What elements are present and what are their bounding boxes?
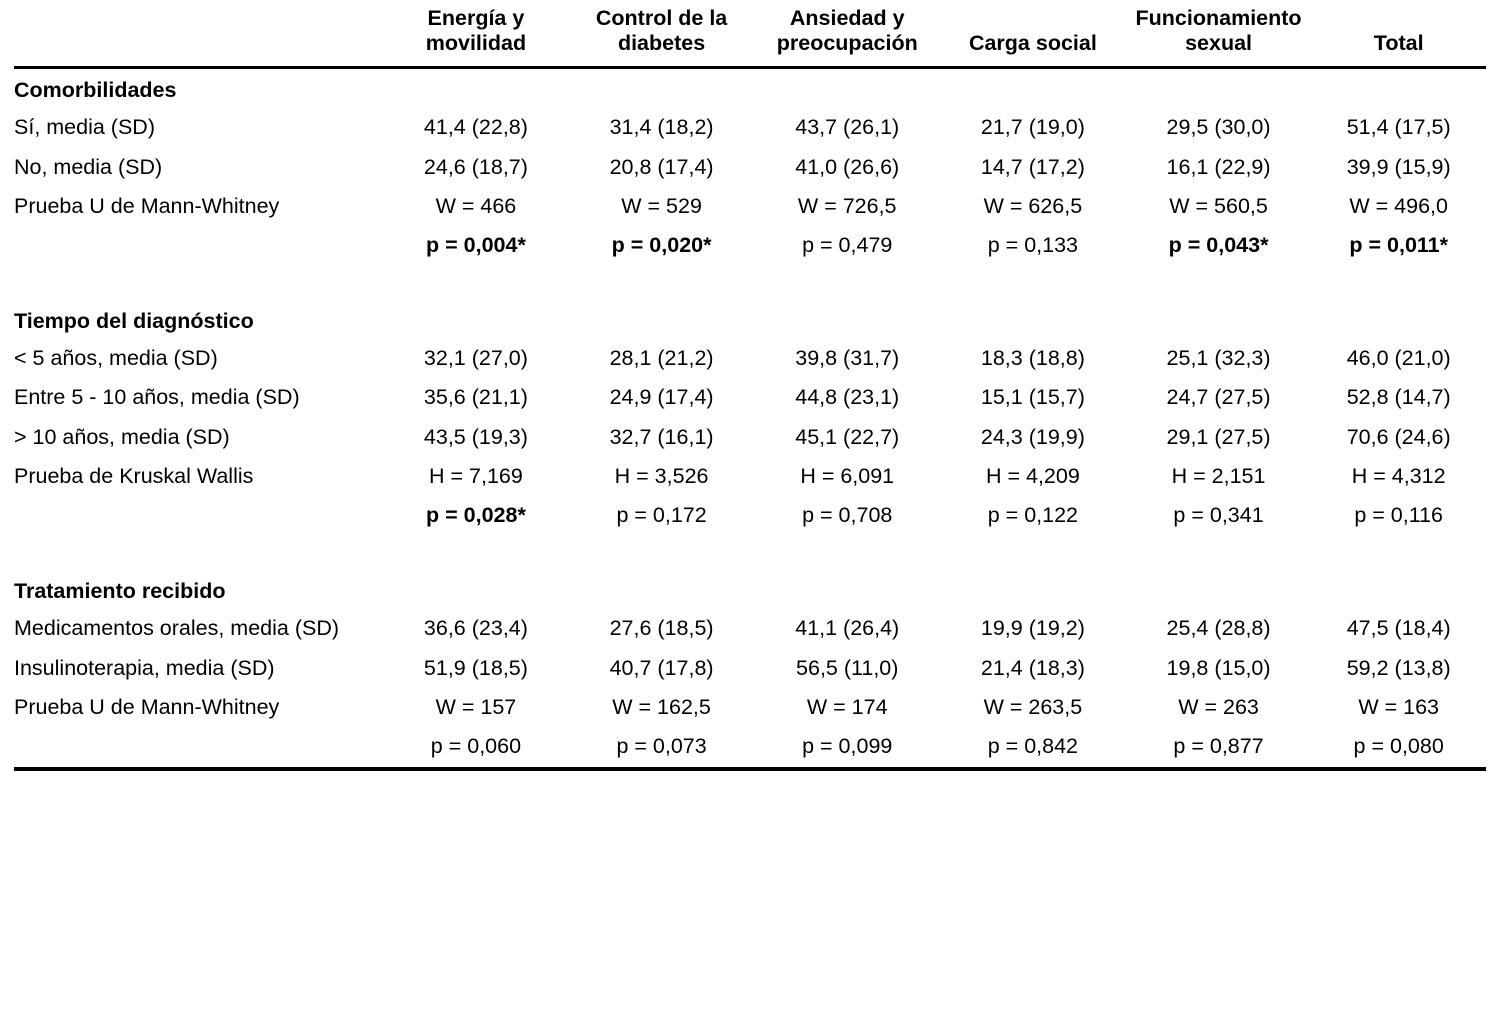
table-row xyxy=(14,609,1486,648)
cell-pvalue: p = 0,708 xyxy=(802,503,893,528)
cell-value: H = 3,526 xyxy=(614,464,709,489)
cell-value: 52,8 (14,7) xyxy=(1346,385,1451,410)
cell-pvalue: p = 0,122 xyxy=(987,503,1079,528)
cell-value: 32,1 (27,0) xyxy=(423,346,528,371)
row-label: Medicamentos orales, media (SD) xyxy=(14,616,340,641)
row-label: Prueba de Kruskal Wallis xyxy=(14,464,254,489)
cell-value: 47,5 (18,4) xyxy=(1346,616,1451,641)
cell-value: 43,5 (19,3) xyxy=(423,424,528,449)
table-row xyxy=(14,649,1486,688)
row-label xyxy=(14,496,383,535)
cell-pvalue: p = 0,172 xyxy=(616,503,707,528)
cell-value: 21,7 (19,0) xyxy=(980,115,1085,140)
cell-pvalue: p = 0,479 xyxy=(802,233,893,258)
section-spacer xyxy=(14,266,1486,300)
column-header-energia-movilidad: Energía y movilidad xyxy=(383,0,569,67)
cell-value: 15,1 (15,7) xyxy=(980,385,1085,410)
row-label: Prueba U de Mann-Whitney xyxy=(14,193,280,218)
cell-value: 14,7 (17,2) xyxy=(980,154,1085,179)
statistics-table xyxy=(14,0,1486,771)
table-bottom-rule xyxy=(14,769,1486,771)
cell-value: 56,5 (11,0) xyxy=(796,655,899,680)
cell-value: 41,0 (26,6) xyxy=(795,154,900,179)
cell-pvalue: p = 0,004* xyxy=(426,233,526,258)
cell-value: 51,9 (18,5) xyxy=(423,655,528,680)
table-row xyxy=(14,148,1486,187)
cell-value: 29,1 (27,5) xyxy=(1166,424,1271,449)
table-row xyxy=(14,496,1486,535)
row-label xyxy=(14,727,383,768)
cell-value: 24,7 (27,5) xyxy=(1166,385,1271,410)
cell-pvalue: p = 0,842 xyxy=(987,734,1079,759)
cell-pvalue: p = 0,073 xyxy=(616,734,707,759)
cell-value: W = 626,5 xyxy=(983,193,1083,218)
section-title-tratamiento-recibido: Tratamiento recibido xyxy=(14,578,226,603)
cell-value: 35,6 (21,1) xyxy=(423,385,528,410)
cell-value: 18,3 (18,8) xyxy=(980,346,1085,371)
cell-value: 70,6 (24,6) xyxy=(1346,424,1451,449)
cell-value: 31,4 (18,2) xyxy=(609,115,714,140)
cell-value: H = 2,151 xyxy=(1171,464,1266,489)
cell-value: W = 726,5 xyxy=(797,193,897,218)
row-label: Entre 5 - 10 años, media (SD) xyxy=(14,385,300,410)
section-title-tiempo-diagnostico: Tiempo del diagnóstico xyxy=(14,308,254,333)
cell-value: W = 263,5 xyxy=(983,694,1083,719)
cell-value: 39,8 (31,7) xyxy=(795,346,900,371)
cell-value: 25,4 (28,8) xyxy=(1166,616,1271,641)
cell-pvalue: p = 0,133 xyxy=(987,233,1079,258)
cell-value: W = 157 xyxy=(435,694,517,719)
cell-pvalue: p = 0,060 xyxy=(430,734,522,759)
section-header-row xyxy=(14,570,1486,609)
table-row xyxy=(14,457,1486,496)
cell-value: 41,1 (26,4) xyxy=(795,616,900,641)
cell-value: 20,8 (17,4) xyxy=(609,154,714,179)
cell-pvalue: p = 0,099 xyxy=(802,734,893,759)
column-header-total: Total xyxy=(1311,0,1486,67)
cell-value: W = 560,5 xyxy=(1169,193,1268,218)
cell-value: 43,7 (26,1) xyxy=(795,115,900,140)
cell-pvalue: p = 0,341 xyxy=(1173,503,1264,528)
cell-value: 46,0 (21,0) xyxy=(1346,346,1451,371)
column-header-ansiedad-preocupacion: Ansiedad y preocupación xyxy=(754,0,940,67)
column-header-blank xyxy=(14,0,383,67)
cell-value: 25,1 (32,3) xyxy=(1166,346,1271,371)
table-row xyxy=(14,418,1486,457)
cell-value: 28,1 (21,2) xyxy=(609,346,714,371)
table-body xyxy=(14,67,1486,770)
cell-value: 44,8 (23,1) xyxy=(795,385,900,410)
cell-value: W = 496,0 xyxy=(1349,193,1448,218)
cell-pvalue: p = 0,020* xyxy=(611,233,712,258)
cell-value: 19,8 (15,0) xyxy=(1166,655,1271,680)
table-header-row xyxy=(14,0,1486,67)
cell-value: 19,9 (19,2) xyxy=(980,616,1085,641)
cell-value: 39,9 (15,9) xyxy=(1346,154,1451,179)
table-row xyxy=(14,187,1486,226)
cell-value: 40,7 (17,8) xyxy=(609,655,714,680)
cell-value: 21,4 (18,3) xyxy=(980,655,1085,680)
cell-value: 24,9 (17,4) xyxy=(609,385,714,410)
table-row xyxy=(14,378,1486,417)
cell-value: H = 4,209 xyxy=(985,464,1080,489)
table-row xyxy=(14,727,1486,768)
cell-value: H = 4,312 xyxy=(1351,464,1446,489)
cell-value: W = 466 xyxy=(435,193,517,218)
cell-value: H = 6,091 xyxy=(800,464,895,489)
cell-value: W = 174 xyxy=(806,694,888,719)
section-title-comorbilidades: Comorbilidades xyxy=(14,77,177,102)
table-row xyxy=(14,688,1486,727)
table-row xyxy=(14,108,1486,147)
cell-value: 45,1 (22,7) xyxy=(795,424,900,449)
cell-value: W = 162,5 xyxy=(612,694,711,719)
section-header-row xyxy=(14,67,1486,108)
row-label: > 10 años, media (SD) xyxy=(14,424,230,449)
row-label: < 5 años, media (SD) xyxy=(14,346,218,371)
cell-value: H = 7,169 xyxy=(429,464,523,489)
row-label xyxy=(14,226,383,265)
cell-value: 27,6 (18,5) xyxy=(609,616,714,641)
cell-pvalue: p = 0,011* xyxy=(1349,233,1448,258)
cell-value: W = 529 xyxy=(621,193,702,218)
cell-value: 24,3 (19,9) xyxy=(980,424,1085,449)
cell-value: 16,1 (22,9) xyxy=(1166,154,1271,179)
cell-value: 29,5 (30,0) xyxy=(1166,115,1271,140)
cell-value: 36,6 (23,4) xyxy=(423,616,528,641)
cell-value: 51,4 (17,5) xyxy=(1346,115,1451,140)
cell-value: 41,4 (22,8) xyxy=(423,115,528,140)
table-row xyxy=(14,226,1486,265)
column-header-funcionamiento-sexual: Funcionamiento sexual xyxy=(1126,0,1312,67)
cell-pvalue: p = 0,043* xyxy=(1168,233,1269,258)
cell-pvalue: p = 0,080 xyxy=(1353,734,1444,759)
section-spacer xyxy=(14,536,1486,570)
column-header-carga-social: Carga social xyxy=(940,0,1126,67)
cell-value: 32,7 (16,1) xyxy=(609,424,714,449)
cell-value: W = 163 xyxy=(1358,694,1440,719)
cell-pvalue: p = 0,877 xyxy=(1173,734,1264,759)
cell-value: 24,6 (18,7) xyxy=(423,154,528,179)
row-label: Prueba U de Mann-Whitney xyxy=(14,694,280,719)
cell-pvalue: p = 0,116 xyxy=(1354,503,1444,528)
column-header-control-diabetes: Control de la diabetes xyxy=(569,0,755,67)
cell-value: 59,2 (13,8) xyxy=(1346,655,1451,680)
row-label: Sí, media (SD) xyxy=(14,115,155,140)
row-label: Insulinoterapia, media (SD) xyxy=(14,655,275,680)
section-header-row xyxy=(14,300,1486,339)
row-label: No, media (SD) xyxy=(14,154,163,179)
cell-value: W = 263 xyxy=(1178,694,1259,719)
table-row xyxy=(14,339,1486,378)
cell-pvalue: p = 0,028* xyxy=(426,503,526,528)
